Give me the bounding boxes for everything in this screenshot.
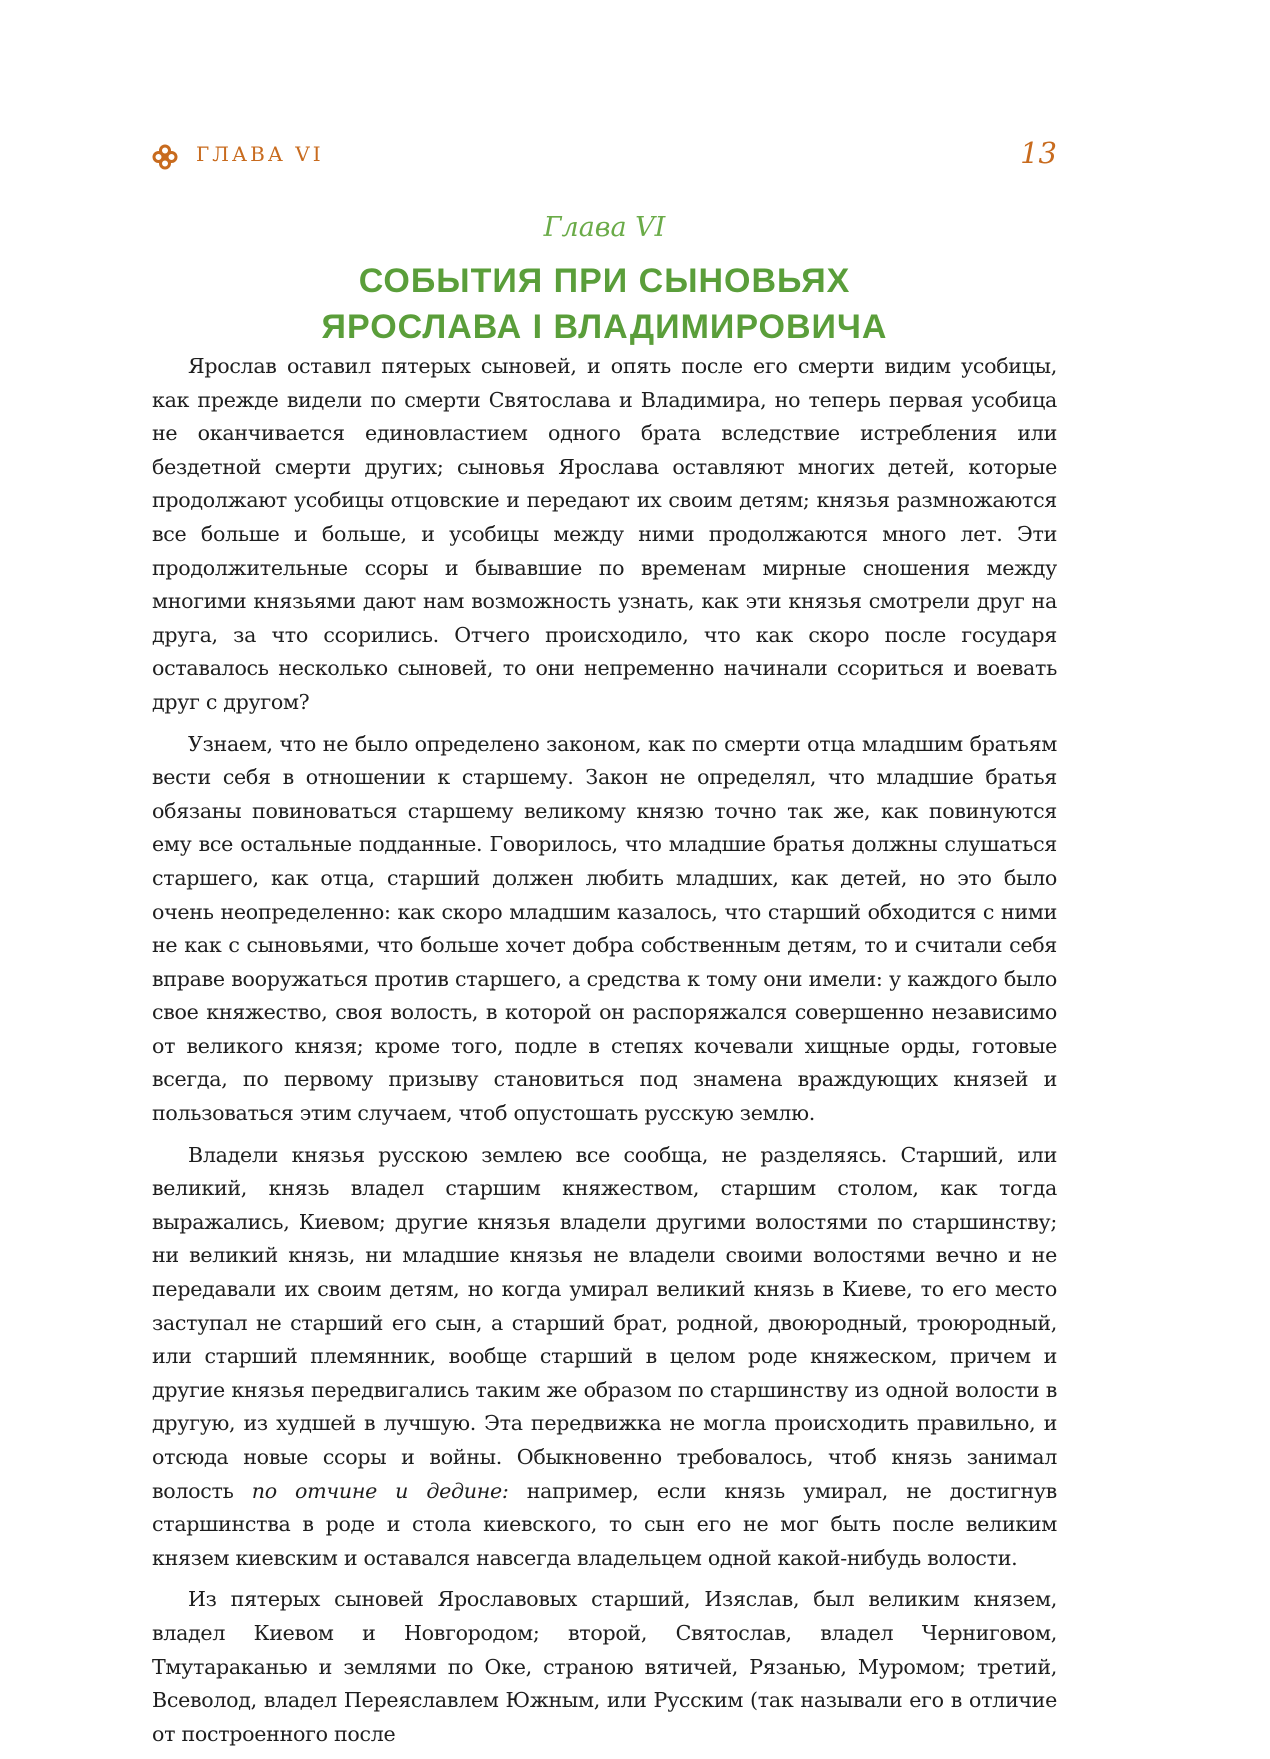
paragraph-3-end: например, если князь умирал, не достигнув старшинства в роде и стола киевского, то сын его не мог быть после великим князем киевским и оставался навсегда владельцем одной какой-нибудь волости. — [152, 1478, 1057, 1570]
body-text — [152, 350, 1057, 1759]
paragraph-1: Ярослав оставил пятерых сыновей, и опять после его смерти видим усобицы, как прежде видели по смерти Святослава и Владимира, но теперь первая усобица не оканчивается единовластием одного брата вследствие истребления или бездетной смерти других; сыновья Ярослава оставляют многих детей, которые продолжают усобицы отцовские и передают их своим детям; князья размножаются все больше и больше, и усобицы между ними продолжаются много лет. Эти продолжительные ссоры и бывавшие по временам мирные сношения между многими князьями дают нам возможность узнать, как эти князья смотрели друг на друга, за что ссорились. Отчего происходило, что как скоро после государя оставалось несколько сыновей, то они непременно начинали ссориться и воевать друг с другом? — [152, 354, 1057, 714]
paragraph-3-start: Владели князья русскою землею все сообща, не разделяясь. Старший, или великий, князь владел старшим княжеством, старшим столом, как тогда выражались, Киевом; другие князья владели другими волостями по старшинству; ни великий князь, ни младшие князья не владели своими волостями вечно и не передавали их своим детям, но когда умирал великий князь в Киеве, то его место заступал не старший его сын, а старший брат, родной, двоюродный, троюродный, или старший племянник, вообще старший в целом роде княжеском, причем и другие князья передвигались таким же образом по старшинству из одной волости в другую, из худшей в лучшую. Эта передвижка не могла происходить правильно, и отсюда новые ссоры и войны. Обыкновенно требовалось, чтоб князь занимал волость — [152, 1142, 1057, 1503]
paragraph-2: Узнаем, что не было определено законом, как по смерти отца младшим братьям вести себя в отношении к старшему. Закон не определял, что младшие братья обязаны повиноваться старшему великому князю точно так же, как повинуются ему все остальные подданные. Говорилось, что младшие братья должны слушаться старшего, как отца, старший должен любить младших, как детей, но это было очень неопределенно: как скоро младшим казалось, что старший обходится с ними не как с сыновьями, что больше хочет добра собственным детям, то и считали себя вправе вооружаться против старшего, а средства к тому они имели: у каждого было свое княжество, своя волость, в которой он распоряжался совершенно независимо от великого князя; кроме того, подле в степях кочевали хищные орды, готовые всегда, по первому призыву становиться под знамена враждующих князей и пользоваться этим случаем, чтоб опустошать русскую землю. — [152, 731, 1057, 1126]
chapter-kicker: Глава VI — [543, 212, 666, 243]
running-head-chapter-label: ГЛАВА VI — [196, 142, 324, 166]
paragraph-3 — [152, 1139, 1057, 1576]
chapter-title-line-1: СОБЫТИЯ ПРИ СЫНОВЬЯХ — [358, 262, 851, 300]
chapter-title — [152, 258, 1057, 350]
page-number: 13 — [1020, 136, 1057, 170]
quatrefoil-ornament-icon — [152, 144, 178, 170]
paragraph-3-italic-phrase: по отчине и дедине: — [251, 1478, 509, 1503]
paragraph-4: Из пятерых сыновей Ярославовых старший, Изяслав, был великим князем, владел Киевом и Новгородом; второй, Святослав, владел Черниговом, Тмутараканью и землями по Оке, страною вятичей, Рязанью, Муромом; третий, Всеволод, владел Переяславлем Южным, или Русским (так называли его в отличие от построенного после — [152, 1587, 1057, 1746]
running-head — [152, 138, 1057, 174]
chapter-title-line-2: ЯРОСЛАВА I ВЛАДИМИРОВИЧА — [321, 308, 888, 346]
